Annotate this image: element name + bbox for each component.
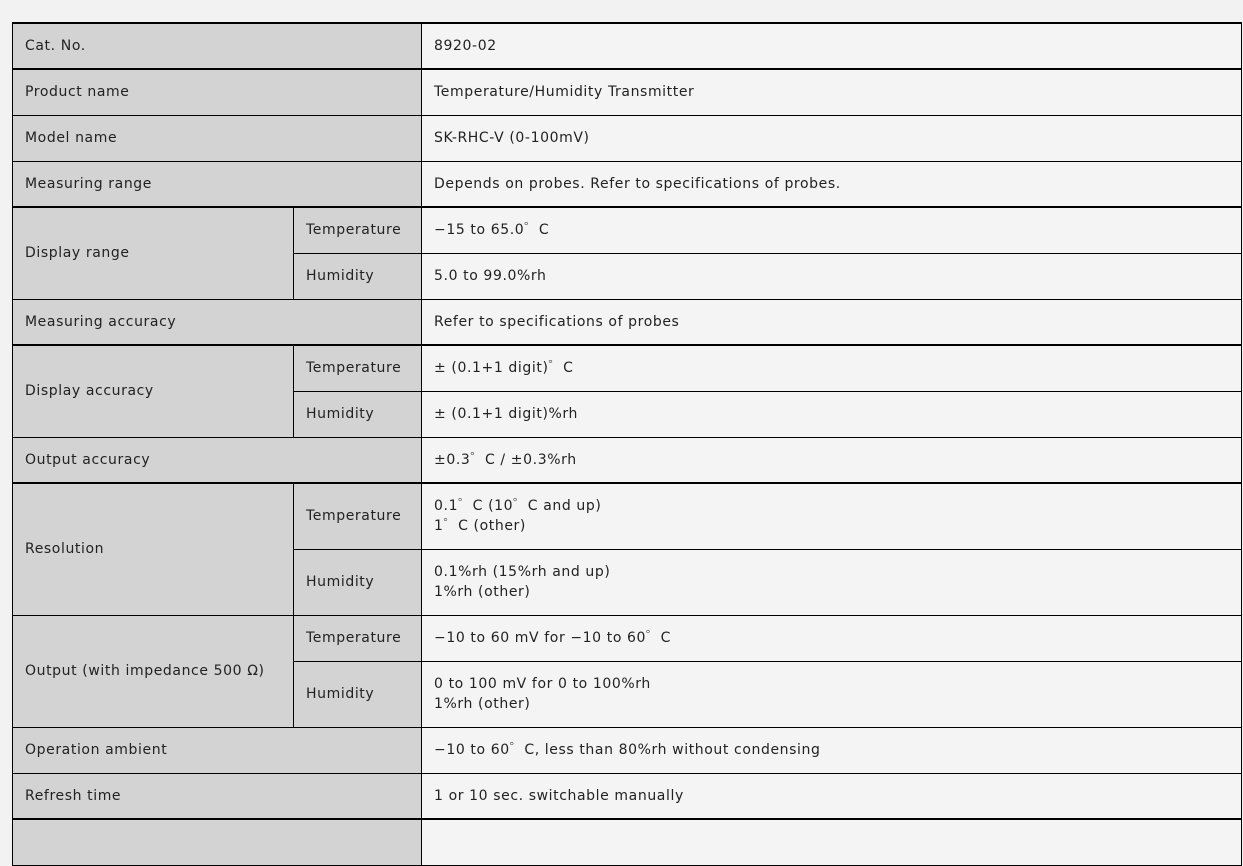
row-label: Refresh time xyxy=(13,773,422,819)
row-model-name xyxy=(13,115,1242,161)
row-measuring-accuracy xyxy=(13,299,1242,345)
value-line: 0.1゜C (10゜C and up) xyxy=(434,498,602,515)
row-partial xyxy=(13,819,1242,865)
row-operation-ambient xyxy=(13,727,1242,773)
row-value xyxy=(422,661,1242,727)
row-value xyxy=(422,819,1242,865)
row-label: Operation ambient xyxy=(13,727,422,773)
row-label: Cat. No. xyxy=(13,23,422,69)
row-label: Display range xyxy=(13,207,294,299)
spec-table xyxy=(12,22,1242,866)
row-label: Measuring accuracy xyxy=(13,299,422,345)
row-value: 8920-02 xyxy=(422,23,1242,69)
row-output-accuracy xyxy=(13,437,1242,483)
row-product-name xyxy=(13,69,1242,115)
sub-label: Temperature xyxy=(294,345,422,391)
row-label: Output (with impedance 500 Ω) xyxy=(13,615,294,727)
row-label xyxy=(13,819,422,865)
sub-label: Humidity xyxy=(294,549,422,615)
row-value: ± (0.1+1 digit)%rh xyxy=(422,391,1242,437)
row-label: Measuring range xyxy=(13,161,422,207)
row-value: Depends on probes. Refer to specifications of probes. xyxy=(422,161,1242,207)
value-line: 1%rh (other) xyxy=(434,696,531,712)
row-value: Refer to specifications of probes xyxy=(422,299,1242,345)
sub-label: Humidity xyxy=(294,391,422,437)
row-value: 5.0 to 99.0%rh xyxy=(422,253,1242,299)
sub-label: Temperature xyxy=(294,615,422,661)
row-value xyxy=(422,483,1242,549)
row-value: 1 or 10 sec. switchable manually xyxy=(422,773,1242,819)
row-value: −10 to 60゜C, less than 80%rh without condensing xyxy=(422,727,1242,773)
row-value: −15 to 65.0゜C xyxy=(422,207,1242,253)
row-display-range-temp xyxy=(13,207,1242,253)
row-cat-no xyxy=(13,23,1242,69)
value-line: 1゜C (other) xyxy=(434,518,526,535)
row-label: Resolution xyxy=(13,483,294,615)
row-label: Display accuracy xyxy=(13,345,294,437)
row-label: Output accuracy xyxy=(13,437,422,483)
row-display-accuracy-temp xyxy=(13,345,1242,391)
value-line: 1%rh (other) xyxy=(434,584,531,600)
sub-label: Temperature xyxy=(294,207,422,253)
row-value: ± (0.1+1 digit)゜C xyxy=(422,345,1242,391)
spec-table-container xyxy=(12,22,1242,866)
sub-label: Humidity xyxy=(294,253,422,299)
row-refresh-time xyxy=(13,773,1242,819)
sub-label: Humidity xyxy=(294,661,422,727)
sub-label: Temperature xyxy=(294,483,422,549)
row-label: Product name xyxy=(13,69,422,115)
row-value: SK-RHC-V (0-100mV) xyxy=(422,115,1242,161)
row-label: Model name xyxy=(13,115,422,161)
row-value: ±0.3゜C / ±0.3%rh xyxy=(422,437,1242,483)
row-output-temp xyxy=(13,615,1242,661)
value-line: 0.1%rh (15%rh and up) xyxy=(434,564,611,580)
row-value: −10 to 60 mV for −10 to 60゜C xyxy=(422,615,1242,661)
row-value xyxy=(422,549,1242,615)
row-measuring-range xyxy=(13,161,1242,207)
value-line: 0 to 100 mV for 0 to 100%rh xyxy=(434,676,651,692)
row-value: Temperature/Humidity Transmitter xyxy=(422,69,1242,115)
row-resolution-temp xyxy=(13,483,1242,549)
